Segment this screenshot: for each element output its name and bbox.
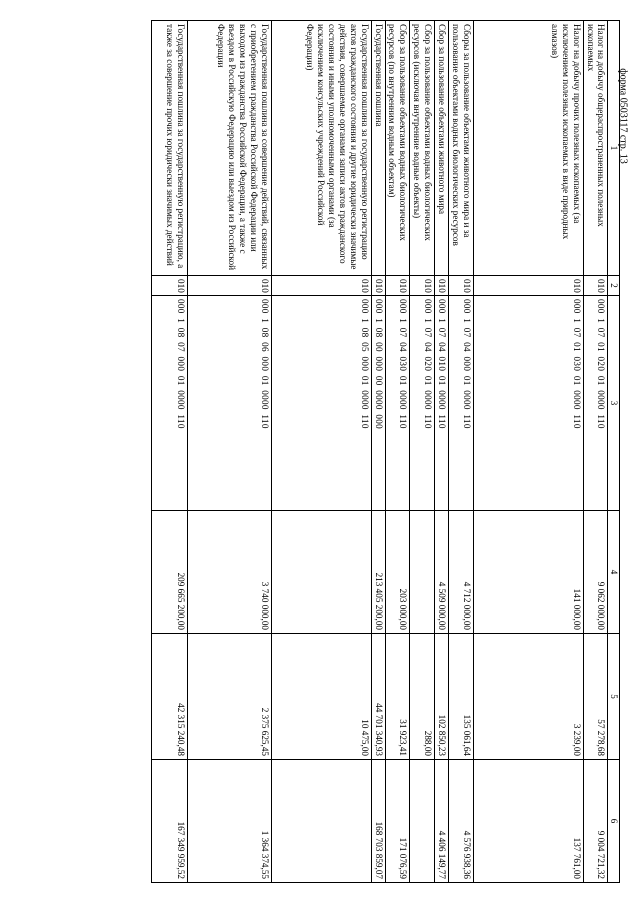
row-kbk: 000 1 07 04 010 01 0000 110 [434, 296, 448, 511]
row-executed: 135 061,64 [448, 634, 473, 760]
table-row [187, 21, 271, 883]
column-number: 2 [608, 276, 620, 296]
row-executed: 57 278,68 [583, 634, 608, 760]
row-approved: 4 509 000,00 [434, 511, 448, 634]
row-unexecuted [271, 760, 371, 883]
row-executed: 102 850,23 [434, 634, 448, 760]
row-name: Сбор за пользование объектами водных биологических ресурсов (по внутренним водным объектам) [385, 21, 410, 276]
row-name: Сборы за пользование объектами животного мира и за пользование объектами водных биологических ресурсов [448, 21, 473, 276]
row-code: 010 [271, 276, 371, 296]
rotated-page [65, 20, 620, 882]
table-row [473, 21, 583, 883]
row-approved: 141 000,00 [473, 511, 583, 634]
row-executed: 10 475,00 [271, 634, 371, 760]
row-code: 010 [434, 276, 448, 296]
row-unexecuted [410, 760, 435, 883]
table-row [271, 21, 371, 883]
table-row [371, 21, 385, 883]
table-row [410, 21, 435, 883]
table-row [151, 21, 187, 883]
row-kbk: 000 1 07 04 000 01 0000 110 [448, 296, 473, 511]
table-row [448, 21, 473, 883]
table-row [434, 21, 448, 883]
row-executed: 44 701 340,93 [371, 634, 385, 760]
row-executed: 288,00 [410, 634, 435, 760]
row-name: Государственная пошлина за государственную регистрацию актов гражданского состояния и другие юридически значимые действия, совершаемые органами записи актов гражданского состояния и иными уполномоченными органами (за исключением консульских учреждений Российской Федерации) [271, 21, 371, 276]
row-unexecuted: 4 406 149,77 [434, 760, 448, 883]
row-kbk: 000 1 08 06 000 01 0000 110 [187, 296, 271, 511]
row-unexecuted: 1 364 374,55 [187, 760, 271, 883]
row-unexecuted: 171 076,59 [385, 760, 410, 883]
column-number: 5 [608, 634, 620, 760]
row-name: Налог на добычу прочих полезных ископаемых (за исключением полезных ископаемых в виде природных алмазов) [473, 21, 583, 276]
row-approved: 9 062 000,00 [583, 511, 608, 634]
row-executed: 31 923,41 [385, 634, 410, 760]
row-code: 010 [410, 276, 435, 296]
row-executed: 2 375 625,45 [187, 634, 271, 760]
row-approved: 213 405 200,00 [371, 511, 385, 634]
row-kbk: 000 1 08 05 000 01 0000 110 [271, 296, 371, 511]
row-name: Государственная пошлина [371, 21, 385, 276]
row-kbk: 000 1 08 07 000 01 0000 110 [151, 296, 187, 511]
row-name: Сбор за пользование объектами водных биологических ресурсов (исключая внутренние водные объекты) [410, 21, 435, 276]
column-number: 4 [608, 511, 620, 634]
row-approved: 3 740 000,00 [187, 511, 271, 634]
row-approved: 4 712 000,00 [448, 511, 473, 634]
column-number: 1 [608, 21, 620, 276]
row-executed: 3 239,00 [473, 634, 583, 760]
column-number-row [608, 21, 620, 883]
column-number: 3 [608, 296, 620, 511]
row-code: 010 [385, 276, 410, 296]
row-kbk: 000 1 07 04 020 01 0000 110 [410, 296, 435, 511]
row-code: 010 [583, 276, 608, 296]
row-name: Налог на добычу общераспространенных полезных ископаемых [583, 21, 608, 276]
income-table [151, 20, 620, 883]
row-name: Сбор за пользование объектами животного мира [434, 21, 448, 276]
report-sheet [65, 20, 620, 882]
table-row [385, 21, 410, 883]
row-kbk: 000 1 07 01 020 01 0000 110 [583, 296, 608, 511]
row-name: Государственная пошлина за совершение действий, связанных с приобретением гражданства Российской Федерации или выходом из гражданства Российской Федерации, а также с въездом в Российскую Федерацию или выездом из Российской Федерации [187, 21, 271, 276]
row-code: 010 [473, 276, 583, 296]
row-code: 010 [448, 276, 473, 296]
row-unexecuted: 9 004 721,32 [583, 760, 608, 883]
row-kbk: 000 1 07 01 030 01 0000 110 [473, 296, 583, 511]
row-unexecuted: 168 703 859,07 [371, 760, 385, 883]
row-unexecuted: 4 576 938,36 [448, 760, 473, 883]
row-approved [271, 511, 371, 634]
row-code: 010 [371, 276, 385, 296]
row-approved: 209 665 200,00 [151, 511, 187, 634]
row-name: Государственная пошлина за государственную регистрацию, а также за совершение прочих юридически значимых действий [151, 21, 187, 276]
form-label-text: форма 0503117 стр. 13 [617, 68, 629, 164]
row-executed: 42 315 240,48 [151, 634, 187, 760]
row-kbk: 000 1 08 00 000 00 0000 000 [371, 296, 385, 511]
row-approved [410, 511, 435, 634]
row-unexecuted: 137 761,00 [473, 760, 583, 883]
row-code: 010 [151, 276, 187, 296]
row-unexecuted: 167 349 959,52 [151, 760, 187, 883]
row-kbk: 000 1 07 04 030 01 0000 110 [385, 296, 410, 511]
column-number: 6 [608, 760, 620, 883]
row-approved: 203 000,00 [385, 511, 410, 634]
row-code: 010 [187, 276, 271, 296]
table-row [583, 21, 608, 883]
